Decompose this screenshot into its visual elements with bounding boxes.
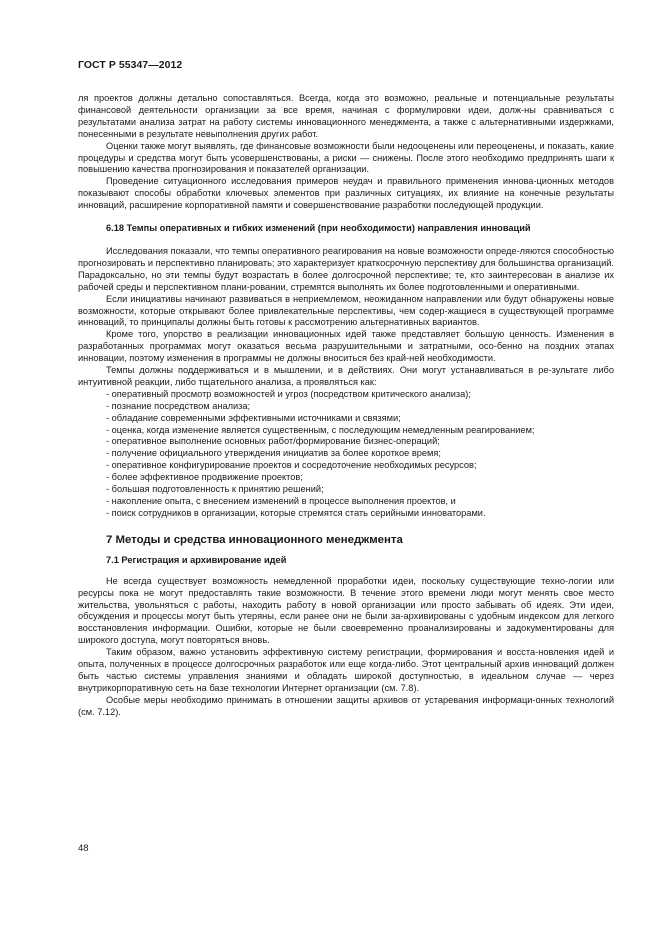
- list-item: - оперативное выполнение основных работ/формирование бизнес-операций;: [106, 436, 440, 447]
- page-number: 48: [78, 843, 89, 854]
- paragraph: Кроме того, упорство в реализации инновационных идей также представляет большую ценность. Изменения в разработанных программах могут оказаться весьма разрушительными и затратными, осо-бенно на поздних этапах инновации, поэтому изменения в программы не должны вноситься без край-ней необходимости.: [78, 329, 614, 364]
- paragraph: Темпы должны поддерживаться и в мышлении, и в действиях. Они могут устанавливаться в ре-зультате либо интуитивной реакции, либо тщательного анализа, а проявляться как:: [78, 365, 614, 387]
- bullet-list: [78, 389, 614, 520]
- paragraph: Таким образом, важно установить эффективную систему регистрации, формирования и восста-новления идей и опыта, полученных в процессе долгосрочных разработок или еще когда-либо. Этот центральный архив инноваций должен быть частью системы управления знаниями и обладать широкой доступностью, в идеальном случае — через внутрикорпоративную сеть на базе технологии Интернет организации (см. 7.8).: [78, 647, 614, 693]
- paragraph: Не всегда существует возможность немедленной проработки идеи, поскольку существующие техно-логии или ресурсы пока не могут предоставлять такие возможности. В течение этого времени люди могут менять свое место жительства, увольняться с работы, находить работу в новой организации или просто забывать об идеях. Эти идеи, обсуждения и процессы могут быть утеряны, если ранее они не были за-архивированы с удобным индексом для легкого восстановления информации. Ошибки, которые не были своевременно проанализированы и задокументированы для широкого доступа, могут повторяться вновь.: [78, 575, 614, 646]
- list-item: - поиск сотрудников в организации, которые стремятся стать серийными инноваторами.: [106, 507, 486, 518]
- section-heading-6-18: 6.18 Темпы оперативных и гибких изменений (при необходимости) направления инноваций: [106, 223, 531, 234]
- list-item: - оперативный просмотр возможностей и угроз (посредством критического анализа);: [106, 388, 471, 399]
- list-item: - оценка, когда изменение является существенным, с последующим немедленным реагированием;: [106, 424, 535, 435]
- page-body: [78, 93, 614, 719]
- paragraph: Исследования показали, что темпы оперативного реагирования на новые возможности опреде-ляются способностью прогнозировать и перспективно планировать; это характеризует краткосрочную перспективу для большинства организаций. Парадоксально, но эти темпы будут возрастать в более долгосрочной перспективе; те, кто заинтересован в анализе их рабочей среды и перспективном плани-ровании, стремятся выполнять их более подготовленными и оперативными.: [78, 245, 614, 292]
- section-heading-7-1: 7.1 Регистрация и архивирование идей: [106, 554, 287, 565]
- list-item: - оперативное конфигурирование проектов и сосредоточение необходимых ресурсов;: [106, 460, 477, 471]
- paragraph: ля проектов должны детально сопоставляться. Всегда, когда это возможно, реальные и потенциальные результаты финансовой деятельности организации за все время, начиная с формулировки идеи, долж-ны сравниваться с результатами анализа затрат на работу системы инновационного менеджмента, а также с альтернативными издержками, понесенными в результате невыполнения других работ.: [78, 93, 614, 139]
- paragraph: Проведение ситуационного исследования примеров неудач и правильного применения иннова-ционных методов показывают способы обработки ключевых элементов при различных ситуациях, их влияние на конечные результаты инноваций, расширение корпоративной памяти и совершенствование разработки последующей продукции.: [78, 176, 614, 211]
- list-item: - большая подготовленность к принятию решений;: [106, 484, 324, 495]
- list-item: - получение официального утверждения инициатив за более короткое время;: [106, 448, 441, 459]
- paragraph: Оценки также могут выявлять, где финансовые возможности были недооценены или переоценены, и показать, какие процедуры и средства могут быть усовершенствованы, а риски — снижены. После этого необходимо предпринять шаги к повышению качества прогнозирования и показателей организации.: [78, 140, 614, 175]
- document-header: ГОСТ Р 55347—2012: [78, 60, 183, 71]
- list-item: - более эффективное продвижение проектов;: [106, 472, 303, 483]
- list-item: - познание посредством анализа;: [106, 400, 251, 411]
- paragraph: Если инициативы начинают развиваться в неприемлемом, неожиданном направлении или будут обнаружены новые возможности, которые открывают более привлекательные перспективы, чем содер-жащиеся в существующей программе инноваций, то принципалы должны быть готовы к рассмотрению альтернативных вариантов.: [78, 293, 614, 328]
- paragraph: Особые меры необходимо принимать в отношении защиты архивов от устаревания информаци-онных технологий (см. 7.12).: [78, 694, 614, 717]
- section-heading-7: 7 Методы и средства инновационного менеджмента: [106, 533, 403, 546]
- list-item: - накопление опыта, с внесением изменений в процессе выполнения проектов, и: [106, 496, 456, 506]
- list-item: - обладание современными эффективными источниками и связями;: [106, 412, 401, 423]
